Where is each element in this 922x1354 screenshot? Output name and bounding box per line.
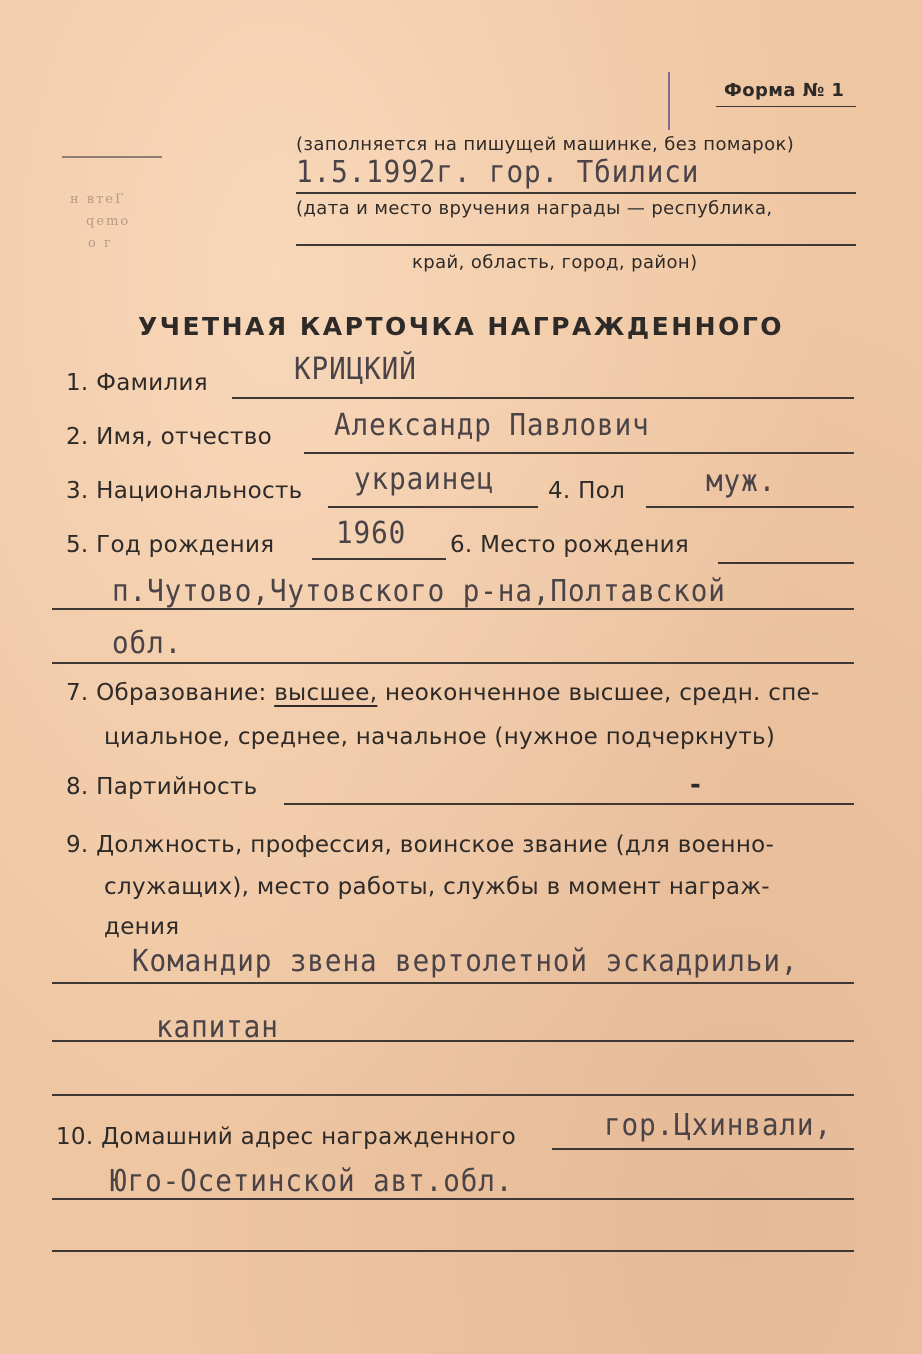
birth-year-line: [312, 558, 446, 560]
award-date-place-value: 1.5.1992г. гор. Тбилиси: [296, 155, 700, 190]
date-place-caption-2: край, область, город, район): [412, 252, 698, 273]
home-address-line-3: [52, 1250, 854, 1252]
surname-line: [232, 397, 854, 399]
nationality-value: украинец: [354, 462, 495, 497]
nationality-label: 3. Национальность: [66, 478, 303, 504]
award-date-place-line: [296, 192, 856, 194]
card-title: УЧЕТНАЯ КАРТОЧКА НАГРАЖДЕННОГО: [138, 312, 785, 341]
party-value: -: [690, 770, 702, 800]
birth-year-value: 1960: [336, 516, 407, 551]
ink-stroke-mark: [668, 72, 670, 130]
education-options-2: циальное, среднее, начальное (нужное подчеркнуть): [104, 724, 776, 750]
position-value-1: Командир звена вертолетной эскадрильи,: [132, 944, 799, 979]
position-label-1: 9. Должность, профессия, воинское звание (для военно-: [66, 832, 775, 858]
party-label: 8. Партийность: [66, 774, 258, 800]
name-patronymic-line: [304, 452, 854, 454]
nationality-line: [328, 506, 538, 508]
birthplace-label: 6. Место рождения: [450, 532, 690, 558]
home-address-value-2: Юго-Осетинской авт.обл.: [110, 1164, 514, 1199]
position-line-3: [52, 1094, 854, 1096]
birthplace-line-2: [52, 608, 854, 610]
birthplace-value-2: обл.: [112, 626, 183, 661]
home-address-value-1: гор.Цхинвали,: [604, 1108, 832, 1143]
form-number: Форма № 1: [724, 80, 845, 101]
birthplace-line-3: [52, 662, 854, 664]
education-label: 7. Образование:: [66, 680, 267, 706]
sex-label: 4. Пол: [548, 478, 626, 504]
sex-line: [646, 506, 854, 508]
birthplace-line-1: [718, 562, 854, 564]
education-selected-option: высшее,: [274, 680, 378, 706]
position-value-2: капитан: [156, 1010, 279, 1045]
birthplace-value-1: п.Чутово,Чутовского р-на,Полтавской: [112, 574, 726, 609]
position-label-3: дения: [104, 914, 180, 940]
education-options-1: неоконченное высшее, средн. спе-: [384, 680, 820, 706]
name-patronymic-label: 2. Имя, отчество: [66, 424, 272, 450]
date-place-line-2: [296, 244, 856, 246]
surname-value: КРИЦКИЙ: [294, 352, 417, 387]
home-address-line-2: [52, 1198, 854, 1200]
margin-stamp-line-2: qemo: [86, 214, 131, 229]
home-address-line-1: [552, 1148, 854, 1150]
position-line-1: [52, 982, 854, 984]
birth-year-label: 5. Год рождения: [66, 532, 275, 558]
sex-value: муж.: [706, 464, 777, 499]
fill-instruction: (заполняется на пишущей машинке, без помарок): [296, 134, 795, 155]
education-line-1: [66, 680, 820, 706]
home-address-label: 10. Домашний адрес награжденного: [56, 1124, 516, 1150]
margin-stamp-line-1: н втеГ: [70, 192, 126, 207]
position-line-2: [52, 1040, 854, 1042]
form-number-underline: [716, 106, 856, 107]
name-patronymic-value: Александр Павлович: [334, 408, 650, 443]
position-label-2: служащих), место работы, службы в момент награж-: [104, 874, 770, 900]
party-line: [284, 803, 854, 805]
margin-stamp-line-3: о г: [88, 236, 113, 251]
date-place-caption-1: (дата и место вручения награды — республика,: [296, 198, 773, 219]
margin-dash: [62, 156, 162, 158]
surname-label: 1. Фамилия: [66, 370, 208, 396]
